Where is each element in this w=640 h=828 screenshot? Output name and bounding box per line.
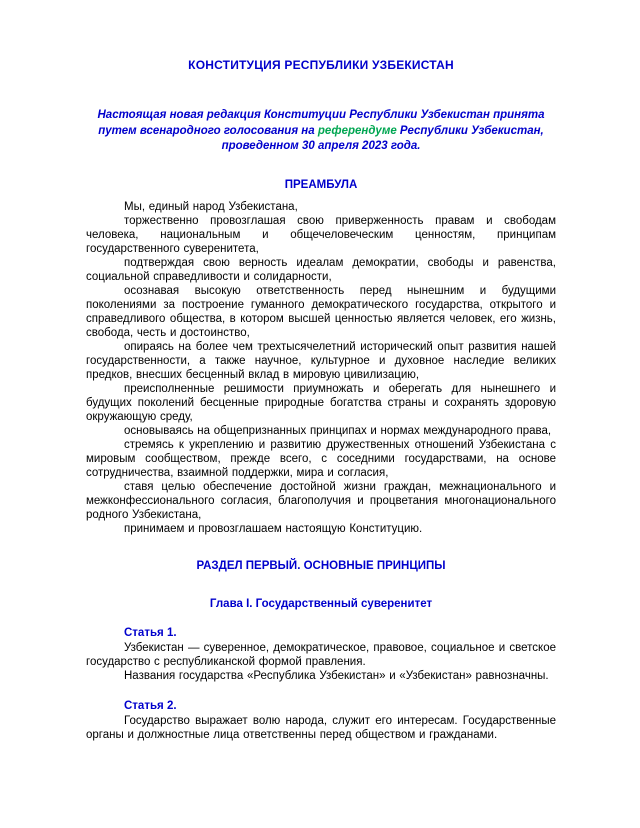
preamble-paragraph-2: торжественно провозглашая свою приверженность правам и свободам человека, национальным и общечеловеческим ценностям, принципам государственного суверенитета, bbox=[86, 214, 556, 255]
adoption-note bbox=[86, 108, 556, 155]
adoption-note-before: Настоящая новая редакция Конституции Республики Узбекистан принята путем всенародного голосования на bbox=[97, 109, 545, 137]
article-1-paragraph-2: Названия государства «Республика Узбекистан» и «Узбекистан» равнозначны. bbox=[124, 669, 549, 682]
preamble-paragraph-3: подтверждая свою верность идеалам демократии, свободы и равенства, социальной справедливости и солидарности, bbox=[86, 256, 556, 283]
article-1-paragraph-1: Узбекистан — суверенное, демократическое, правовое, социальное и светское государство с республиканской формой правления. bbox=[86, 641, 556, 668]
section-heading: РАЗДЕЛ ПЕРВЫЙ. ОСНОВНЫЕ ПРИНЦИПЫ bbox=[196, 559, 446, 572]
preamble-paragraph-9: ставя целью обеспечение достойной жизни граждан, межнационального и межконфессионального согласия, благополучия и процветания многонационального родного Узбекистана, bbox=[86, 480, 556, 521]
chapter-heading: Глава I. Государственный суверенитет bbox=[209, 597, 433, 610]
preamble-paragraph-8: стремясь к укреплению и развитию дружественных отношений Узбекистана с мировым сообществом, прежде всего, с соседними государствами, на основе сотрудничества, взаимной поддержки, мира и согласия, bbox=[86, 438, 556, 479]
article-1-heading: Статья 1. bbox=[124, 626, 177, 639]
preamble-paragraph-1: Мы, единый народ Узбекистана, bbox=[124, 200, 298, 213]
referendum-link[interactable]: референдуме bbox=[317, 124, 397, 137]
adoption-note-after: Республики Узбекистан, проведенном 30 апреля 2023 года. bbox=[221, 124, 544, 153]
preamble-paragraph-4: осознавая высокую ответственность перед нынешним и будущими поколениями за построение гуманного демократического государства, открытого и справедливого общества, в котором высшей ценностью является человек, его жизнь, свобода, честь и достоинство, bbox=[86, 284, 556, 339]
article-2-heading: Статья 2. bbox=[124, 699, 177, 712]
article-2-paragraph-1: Государство выражает волю народа, служит его интересам. Государственные органы и должностные лица ответственны перед обществом и гражданами. bbox=[86, 714, 556, 741]
preamble-paragraph-6: преисполненные решимости приумножать и оберегать для нынешнего и будущих поколений бесценные природные богатства страны и сохранять здоровую окружающую среду, bbox=[86, 382, 556, 423]
preamble-heading: ПРЕАМБУЛА bbox=[284, 178, 358, 191]
preamble-paragraph-5: опираясь на более чем трехтысячелетний исторический опыт развития нашей государственности, а также научное, культурное и духовное наследие великих предков, внесших бесценный вклад в мировую цивилизацию, bbox=[86, 340, 556, 381]
preamble-paragraph-7: основываясь на общепризнанных принципах и нормах международного права, bbox=[124, 424, 552, 437]
preamble-paragraph-10: принимаем и провозглашаем настоящую Конституцию. bbox=[124, 522, 423, 535]
document-title: КОНСТИТУЦИЯ РЕСПУБЛИКИ УЗБЕКИСТАН bbox=[188, 58, 454, 72]
